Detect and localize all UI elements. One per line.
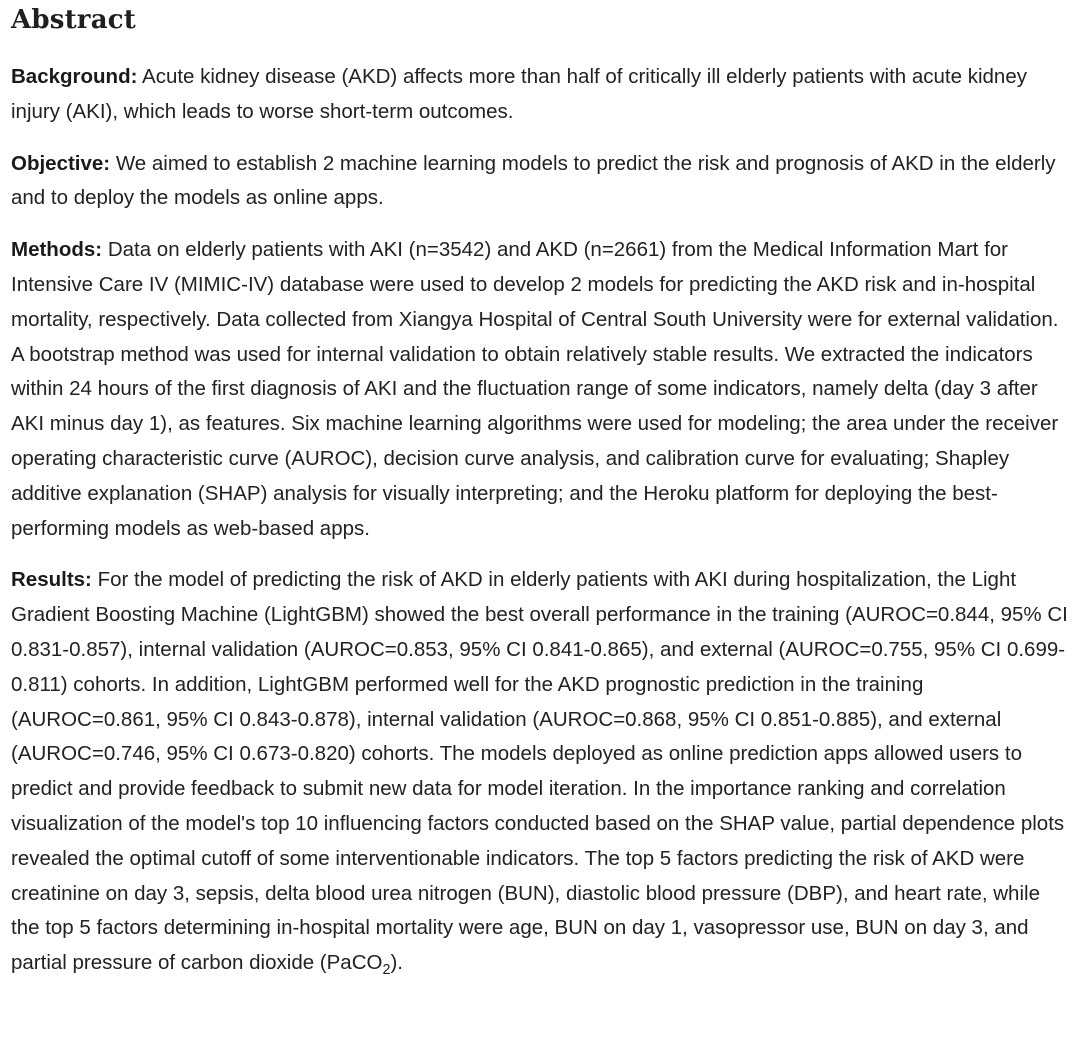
abstract-section	[11, 0, 1073, 981]
methods-label: Methods:	[11, 238, 103, 262]
objective-label: Objective:	[11, 151, 111, 175]
results-text: For the model of predicting the risk of AKD in elderly patients with AKI during hospitalization, the Light Gradient Boosting Machine (LightGBM) showed the best overall performance in the training (AUROC=0.844, 95% CI 0.831-0.857), internal validation (AUROC=0.853, 95% CI 0.841-0.865), and external (AUROC=0.755, 95% CI 0.699-0.811) cohorts. In addition, LightGBM performed well for the AKD prognostic prediction in the training (AUROC=0.861, 95% CI 0.843-0.878), internal validation (AUROC=0.868, 95% CI 0.851-0.885), and external (AUROC=0.746, 95% CI 0.673-0.820) cohorts. The models deployed as online prediction apps allowed users to predict and provide feedback to submit new data for model iteration. In the importance ranking and correlation visualization of the model's top 10 influencing factors conducted based on the SHAP value, partial dependence plots revealed the optimal cutoff of some interventionable indicators. The top 5 factors predicting the risk of AKD were creatinine on day 3, sepsis, delta blood urea nitrogen (BUN), diastolic blood pressure (DBP), and heart rate, while the top 5 factors determining in-hospital mortality were age, BUN on day 1, vasopressor use, BUN on day 3, and partial pressure of carbon dioxide (PaCO	[11, 568, 1068, 975]
methods-paragraph	[11, 233, 1073, 546]
results-tail: ).	[390, 951, 403, 975]
background-label: Background:	[11, 65, 138, 88]
results-paragraph	[11, 563, 1073, 981]
abstract-heading: Abstract	[11, 5, 136, 35]
background-text: Acute kidney disease (AKD) affects more than half of critically ill elderly patients with acute kidney injury (AKI), which leads to worse short-term outcomes.	[11, 65, 1027, 123]
results-label: Results:	[11, 568, 92, 592]
objective-paragraph	[11, 147, 1073, 217]
methods-text: Data on elderly patients with AKI (n=3542) and AKD (n=2661) from the Medical Information Mart for Intensive Care IV (MIMIC-IV) database were used to develop 2 models for predicting the AKD risk and in-hospital mortality, respectively. Data collected from Xiangya Hospital of Central South University were for external validation. A bootstrap method was used for internal validation to obtain relatively stable results. We extracted the indicators within 24 hours of the first diagnosis of AKI and the fluctuation range of some indicators, namely delta (day 3 after AKI minus day 1), as features. Six machine learning algorithms were used for modeling; the area under the receiver operating characteristic curve (AUROC), decision curve analysis, and calibration curve for evaluating; Shapley additive explanation (SHAP) analysis for visually interpreting; and the Heroku platform for deploying the best-performing models as web-based apps.	[11, 238, 1059, 540]
background-paragraph	[11, 60, 1073, 130]
objective-text: We aimed to establish 2 machine learning models to predict the risk and prognosis of AKD in the elderly and to deploy the models as online apps.	[11, 151, 1056, 210]
results-subscript: 2	[382, 962, 391, 979]
